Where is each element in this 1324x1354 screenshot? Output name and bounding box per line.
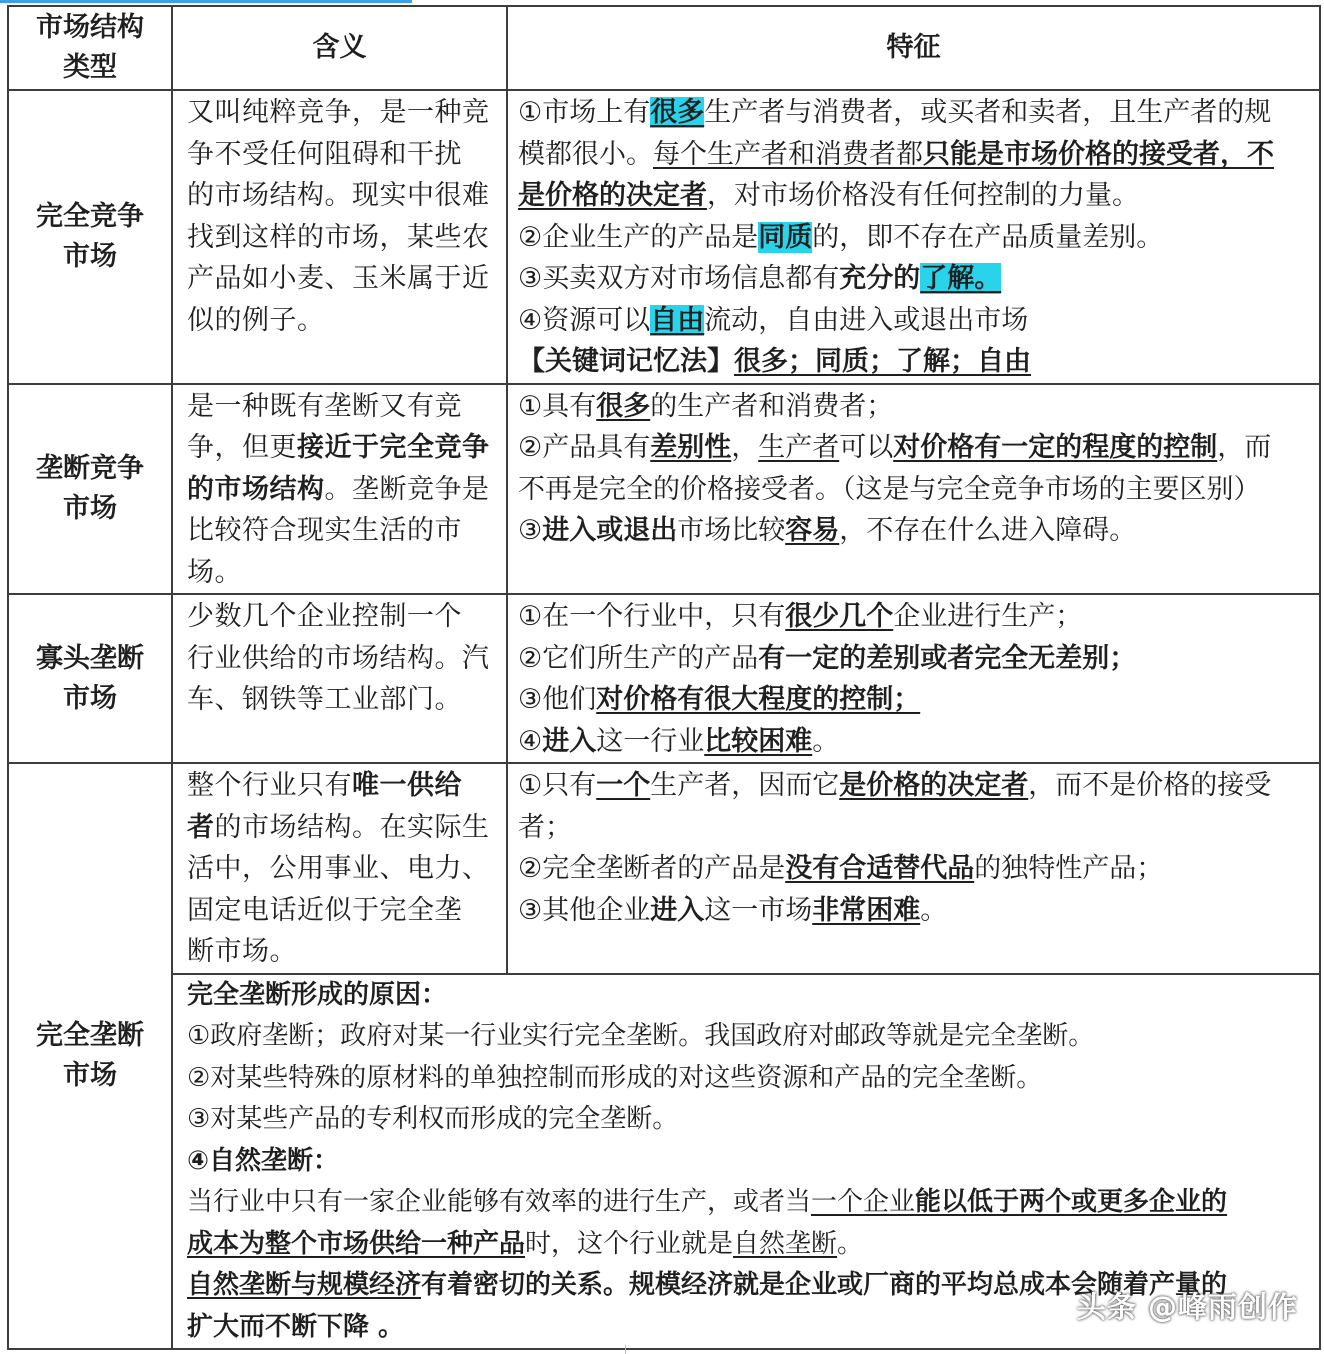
features-monopolistic-competition: ①具有很多的生产者和消费者； ②产品具有差别性，生产者可以对价格有一定的程度的控制，而 不再是完全的价格接受者。（这是与完全竞争市场的主要区别） ③进入或退出市场比较容易，不存在什么进入障碍。 xyxy=(507,384,1320,595)
meaning-perfect-competition: 又叫纯粹竞争，是一种竞 争不受任何阻碍和干扰 的市场结构。现实中很难 找到这样的市场，某些农 产品如小麦、玉米属于近 似的例子。 xyxy=(172,90,507,384)
features-monopoly: ①只有一个生产者，因而它是价格的决定者，而不是价格的接受 者； ②完全垄断者的产品是没有合适替代品的独特性产品； ③其他企业进入这一市场非常困难。 xyxy=(507,763,1320,974)
row-oligopoly xyxy=(8,594,1320,763)
top-accent-bar xyxy=(0,0,412,3)
type-monopoly: 完全垄断 市场 xyxy=(8,763,172,1349)
row-monopolistic-competition xyxy=(8,384,1320,595)
row-perfect-competition xyxy=(8,90,1320,384)
header-row xyxy=(8,6,1320,90)
meaning-monopolistic-competition: 是一种既有垄断又有竞 争，但更接近于完全竞争 的市场结构。垄断竞争是 比较符合现实生活的市 场。 xyxy=(172,384,507,595)
features-oligopoly: ①在一个行业中，只有很少几个企业进行生产； ②它们所生产的产品有一定的差别或者完全无差别； ③他们对价格有很大程度的控制； ④进入这一行业比较困难。 xyxy=(507,594,1320,763)
meaning-monopoly: 整个行业只有唯一供给 者的市场结构。在实际生 活中，公用事业、电力、 固定电话近似于完全垄 断市场。 xyxy=(172,763,507,974)
type-monopolistic-competition: 垄断竞争 市场 xyxy=(8,384,172,595)
bottom-divider xyxy=(625,1345,626,1354)
meaning-oligopoly: 少数几个企业控制一个 行业供给的市场结构。汽 车、钢铁等工业部门。 xyxy=(172,594,507,763)
header-type: 市场结构 类型 xyxy=(8,6,172,90)
watermark: 头条 @峰雨创作 xyxy=(1076,1290,1298,1324)
header-features: 特征 xyxy=(507,6,1320,90)
type-perfect-competition: 完全竞争 市场 xyxy=(8,90,172,384)
market-structure-table xyxy=(7,5,1321,1350)
row-monopoly xyxy=(8,763,1320,974)
features-perfect-competition: ①市场上有很多生产者与消费者，或买者和卖者，且生产者的规 模都很小。每个生产者和消费者都只能是市场价格的接受者，不 是价格的决定者，对市场价格没有任何控制的力量。 ②企业生产的产品是同质的，即不存在产品质量差别。 ③买卖双方对市场信息都有充分的了解。 ④资源可以自由流动，自由进入或退出市场 【关键词记忆法】很多；同质；了解；自由 xyxy=(507,90,1320,384)
header-meaning: 含义 xyxy=(172,6,507,90)
type-oligopoly: 寡头垄断 市场 xyxy=(8,594,172,763)
monopoly-causes: 完全垄断形成的原因： ①政府垄断；政府对某一行业实行完全垄断。我国政府对邮政等就是完全垄断。 ②对某些特殊的原材料的单独控制而形成的对这些资源和产品的完全垄断。 ③对某些产品的专利权而形成的完全垄断。 ④自然垄断： 当行业中只有一家企业能够有效率的进行生产，或者当一个企业能以低于两个或更多企业的 成本为整个市场供给一种产品时，这个行业就是自然垄断。 自然垄断与规模经济有着密切的关系。规模经济就是企业或厂商的平均总成本会随着产量的 扩大而不断下降 。 xyxy=(172,974,1320,1350)
